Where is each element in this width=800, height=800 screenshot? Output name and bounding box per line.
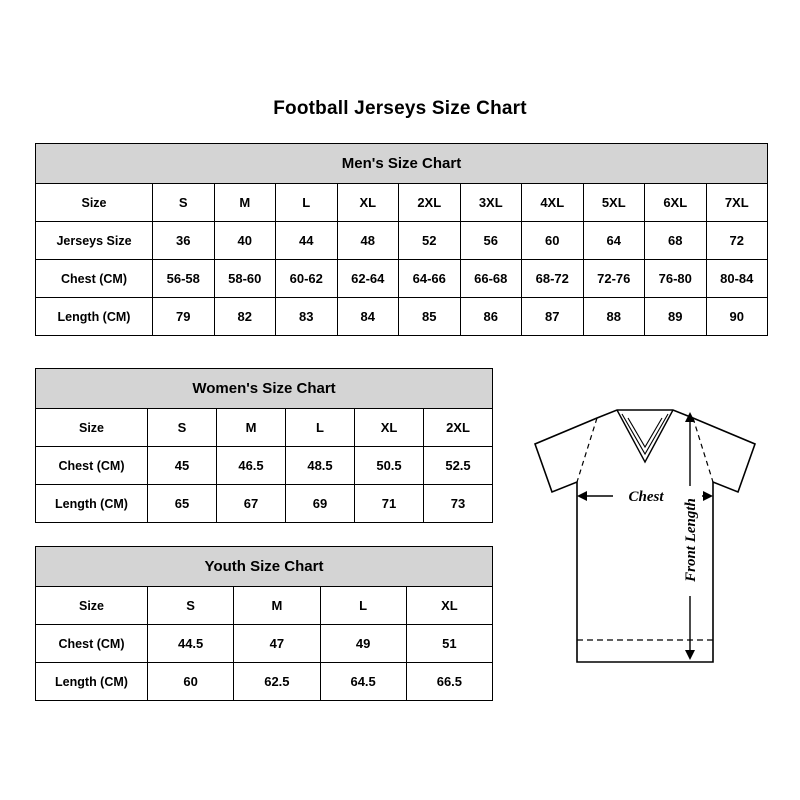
- table-row: [36, 222, 768, 260]
- table-cell: 69: [286, 485, 355, 523]
- table-cell: 66-68: [460, 260, 522, 298]
- table-row: [36, 447, 493, 485]
- length-arrow-top: [685, 412, 695, 422]
- table-cell: S: [153, 184, 215, 222]
- table-row: [36, 485, 493, 523]
- womens-table-caption: Women's Size Chart: [36, 369, 493, 409]
- table-cell: 7XL: [706, 184, 768, 222]
- table-cell: M: [214, 184, 276, 222]
- table-caption-row: [36, 547, 493, 587]
- table-row: [36, 625, 493, 663]
- table-cell: 68: [645, 222, 707, 260]
- table-cell: 2XL: [424, 409, 493, 447]
- table-cell: 48.5: [286, 447, 355, 485]
- table-cell: 72-76: [583, 260, 645, 298]
- table-cell: S: [148, 587, 234, 625]
- table-row: [36, 298, 768, 336]
- table-cell: L: [276, 184, 338, 222]
- table-cell: 87: [522, 298, 584, 336]
- row-label-size: Size: [36, 409, 148, 447]
- table-cell: 66.5: [406, 663, 492, 701]
- table-cell: 80-84: [706, 260, 768, 298]
- table-cell: S: [148, 409, 217, 447]
- table-cell: 44: [276, 222, 338, 260]
- table-cell: 72: [706, 222, 768, 260]
- table-cell: XL: [406, 587, 492, 625]
- table-cell: XL: [355, 409, 424, 447]
- left-sleeve-seam: [577, 418, 597, 482]
- table-cell: 46.5: [217, 447, 286, 485]
- table-cell: 2XL: [399, 184, 461, 222]
- row-label-size: Size: [36, 184, 153, 222]
- table-cell: 67: [217, 485, 286, 523]
- table-cell: 36: [153, 222, 215, 260]
- table-cell: 51: [406, 625, 492, 663]
- table-cell: 48: [337, 222, 399, 260]
- table-cell: 84: [337, 298, 399, 336]
- page-title: Football Jerseys Size Chart: [273, 98, 527, 119]
- table-cell: 47: [234, 625, 320, 663]
- front-length-label: Front Length: [683, 498, 699, 582]
- table-cell: 64-66: [399, 260, 461, 298]
- table-cell: 60-62: [276, 260, 338, 298]
- chest-arrow-right: [703, 491, 713, 501]
- table-cell: 73: [424, 485, 493, 523]
- table-cell: L: [320, 587, 406, 625]
- mens-table-caption: Men's Size Chart: [36, 144, 768, 184]
- table-cell: 45: [148, 447, 217, 485]
- table-cell: XL: [337, 184, 399, 222]
- youth-table-caption: Youth Size Chart: [36, 547, 493, 587]
- table-cell: L: [286, 409, 355, 447]
- table-cell: 56-58: [153, 260, 215, 298]
- table-caption-row: [36, 369, 493, 409]
- row-label-chest: Chest (CM): [36, 447, 148, 485]
- table-cell: 88: [583, 298, 645, 336]
- table-cell: 4XL: [522, 184, 584, 222]
- row-label-length: Length (CM): [36, 485, 148, 523]
- table-cell: 60: [522, 222, 584, 260]
- row-label-size: Size: [36, 587, 148, 625]
- table-cell: 85: [399, 298, 461, 336]
- table-cell: 6XL: [645, 184, 707, 222]
- chest-label: Chest: [628, 489, 664, 505]
- table-cell: 50.5: [355, 447, 424, 485]
- table-cell: 65: [148, 485, 217, 523]
- mens-size-chart-table: [35, 143, 768, 336]
- row-label-jerseys-size: Jerseys Size: [36, 222, 153, 260]
- table-cell: 71: [355, 485, 424, 523]
- row-label-length: Length (CM): [36, 298, 153, 336]
- table-cell: 40: [214, 222, 276, 260]
- table-cell: 44.5: [148, 625, 234, 663]
- table-cell: 62-64: [337, 260, 399, 298]
- table-cell: 49: [320, 625, 406, 663]
- chest-arrow-left: [577, 491, 587, 501]
- table-cell: 64.5: [320, 663, 406, 701]
- row-label-chest: Chest (CM): [36, 260, 153, 298]
- table-cell: 90: [706, 298, 768, 336]
- table-cell: 68-72: [522, 260, 584, 298]
- table-cell: M: [234, 587, 320, 625]
- table-cell: 76-80: [645, 260, 707, 298]
- table-cell: 58-60: [214, 260, 276, 298]
- table-cell: 83: [276, 298, 338, 336]
- table-cell: 89: [645, 298, 707, 336]
- table-row: [36, 260, 768, 298]
- table-cell: 52: [399, 222, 461, 260]
- table-cell: 62.5: [234, 663, 320, 701]
- length-arrow-bottom: [685, 650, 695, 660]
- table-cell: 82: [214, 298, 276, 336]
- youth-size-chart-table: [35, 546, 493, 701]
- right-sleeve-seam: [693, 418, 713, 482]
- table-row: [36, 663, 493, 701]
- womens-size-chart-table: [35, 368, 493, 523]
- table-cell: 56: [460, 222, 522, 260]
- table-cell: 64: [583, 222, 645, 260]
- table-cell: 52.5: [424, 447, 493, 485]
- table-cell: 79: [153, 298, 215, 336]
- table-cell: 5XL: [583, 184, 645, 222]
- table-cell: M: [217, 409, 286, 447]
- row-label-length: Length (CM): [36, 663, 148, 701]
- table-row: [36, 587, 493, 625]
- table-cell: 3XL: [460, 184, 522, 222]
- table-caption-row: [36, 144, 768, 184]
- table-row: [36, 409, 493, 447]
- table-cell: 60: [148, 663, 234, 701]
- tshirt-measurement-diagram: [505, 400, 785, 690]
- row-label-chest: Chest (CM): [36, 625, 148, 663]
- table-row: [36, 184, 768, 222]
- table-cell: 86: [460, 298, 522, 336]
